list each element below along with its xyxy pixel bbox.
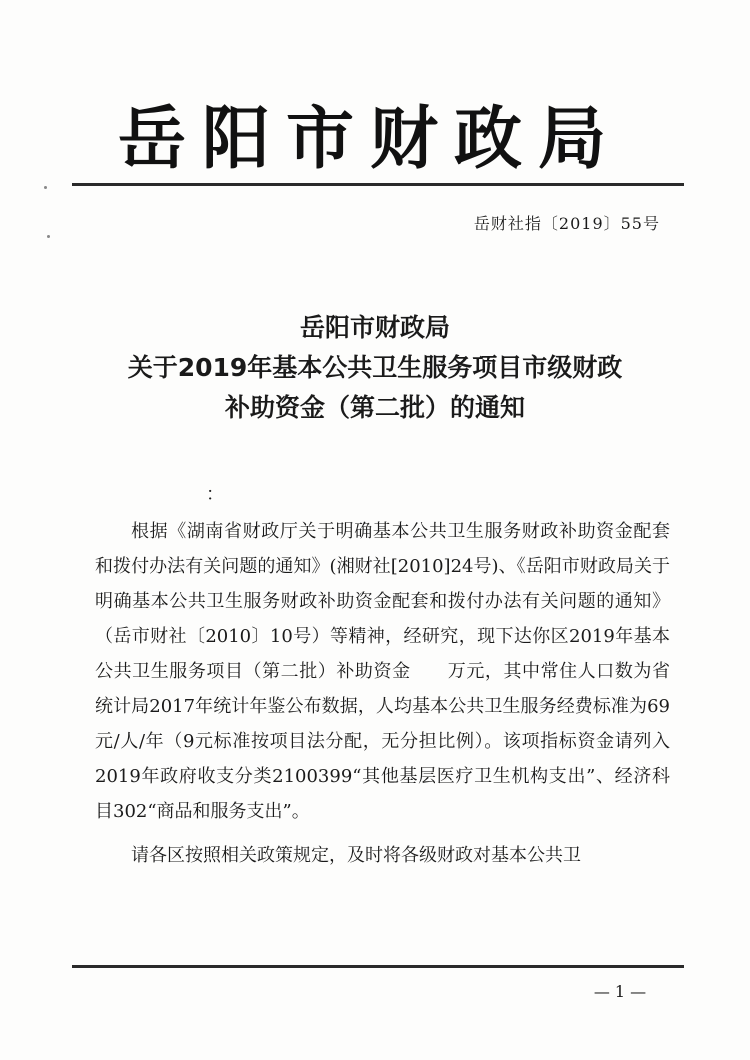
scan-speck bbox=[47, 235, 50, 238]
title-line: 关于2019年基本公共卫生服务项目市级财政 bbox=[127, 353, 623, 382]
title-line: 补助资金（第二批）的通知 bbox=[224, 393, 525, 422]
body-paragraph: 根据《湖南省财政厅关于明确基本公共卫生服务财政补助资金配套和拨付办法有关问题的通知》(湘财社[2010]24号)、《岳阳市财政局关于明确基本公共卫生服务财政补助资金配套和拨付办法有关问题的通知》（岳市财社〔2010〕10号）等精神，经研究，现下达你区2019年基本公共卫生服务项目（第二批）补助资金 万元，其中常住人口数为省统计局2017年统计年鉴公布数据，人均基本公共卫生服务经费标准为69元/人/年（9元标准按项目法分配，无分担比例）。该项指标资金请列入2019年政府收支分类2100399“其他基层医疗卫生机构支出”、经济科目302“商品和服务支出”。 bbox=[95, 521, 670, 822]
header-rule bbox=[72, 183, 684, 186]
page-number: — 1 — bbox=[593, 982, 647, 1001]
document-number: 岳财社指〔2019〕55号 bbox=[473, 214, 660, 233]
scan-speck bbox=[44, 186, 47, 189]
body-paragraph: 请各区按照相关政策规定，及时将各级财政对基本公共卫 bbox=[131, 845, 581, 866]
addressee: ： bbox=[206, 484, 224, 505]
document-title bbox=[80, 308, 670, 428]
footer-rule bbox=[72, 965, 684, 968]
document-body bbox=[95, 514, 670, 873]
title-line: 岳阳市财政局 bbox=[299, 313, 450, 342]
agency-masthead: 岳阳市财政局 bbox=[117, 100, 622, 179]
